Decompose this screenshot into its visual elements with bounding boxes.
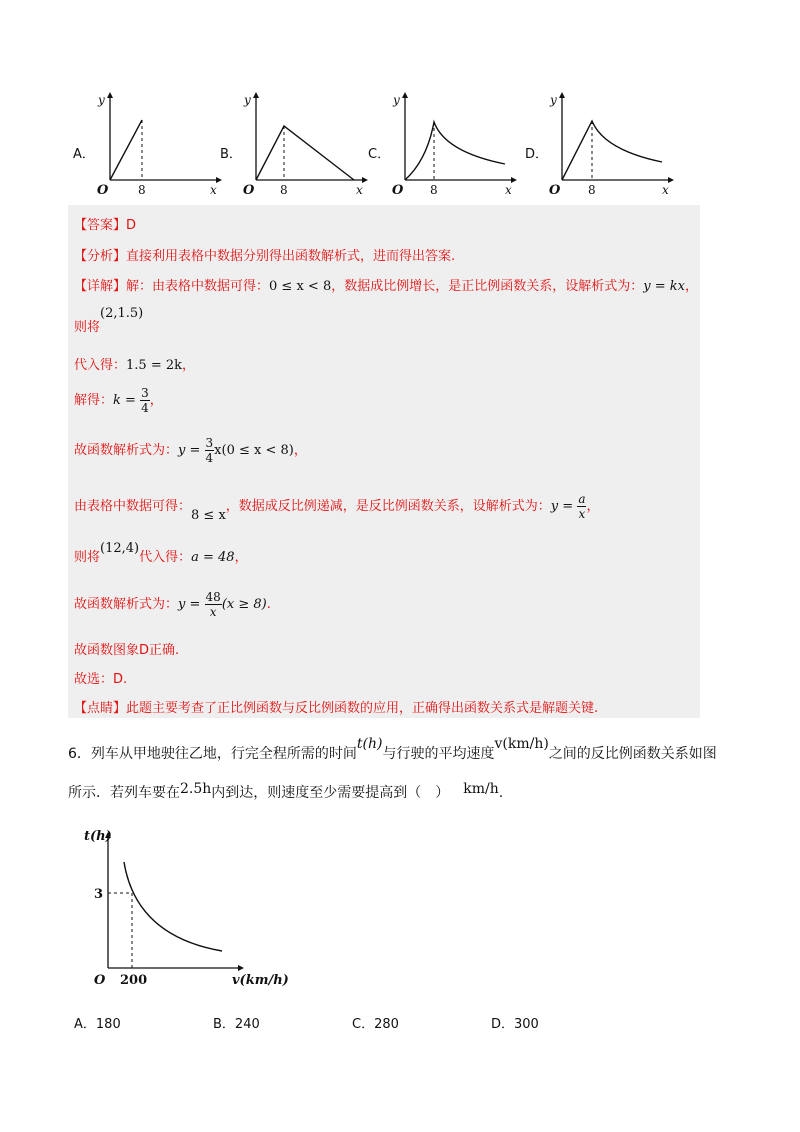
choice-d-label: D． — [491, 1017, 515, 1032]
eq1: 1.5 = 2k — [126, 358, 182, 373]
comment-tag: 【点睛】 — [74, 701, 127, 716]
point1: (2,1.5) — [100, 306, 144, 321]
q6-text1a: 6．列车从甲地驶往乙地，行完全程所需的时间 — [68, 746, 357, 762]
choice-a-label: A． — [74, 1017, 96, 1032]
option-b-y: y — [244, 93, 251, 107]
option-d-tick: 8 — [588, 183, 596, 195]
detail-cond1: 0 ≤ x < 8 — [269, 279, 332, 294]
detail-tail1: ， — [684, 279, 698, 294]
func1-lhs: y = — [178, 443, 201, 458]
detail-line — [74, 275, 698, 294]
then-line-2 — [74, 537, 248, 565]
func2-num: 48 — [205, 590, 221, 604]
func1-rest: x(0 ≤ x < 8) — [214, 443, 294, 458]
option-d-y: y — [550, 93, 557, 107]
option-c-x: x — [505, 183, 512, 195]
substitute-2: 代入得： — [139, 550, 192, 565]
k-lhs: k = — [113, 393, 136, 408]
option-c-y: y — [393, 93, 400, 107]
then-line-1 — [74, 302, 144, 335]
func2-period: . — [266, 597, 271, 612]
analysis-line — [74, 245, 455, 264]
option-a-label: A． — [73, 147, 95, 162]
then-put: 则将 — [74, 320, 101, 335]
answer-line — [74, 214, 136, 233]
comment-line — [74, 697, 598, 716]
conclude-text: 故函数图象D正确. — [74, 643, 180, 658]
q6-text2a: 所示．若列车要在 — [68, 785, 180, 801]
analysis-text: 直接利用表格中数据分别得出函数解析式，进而得出答案. — [126, 249, 456, 264]
substitute-comma: ， — [182, 358, 196, 373]
table2-text: ，数据成反比例递减，是反比例函数关系，设解析式为： — [225, 499, 551, 514]
comment-text: 此题主要考查了正比例函数与反比例函数的应用，正确得出函数关系式是解题关键. — [126, 701, 599, 716]
func2-den: x — [209, 605, 217, 619]
point2: (12,4) — [100, 541, 140, 556]
then-put-2: 则将 — [74, 550, 101, 565]
func1-den: 4 — [205, 451, 214, 465]
choice-a[interactable] — [74, 1013, 121, 1032]
q6-end: . — [498, 785, 504, 801]
func2-line — [74, 590, 271, 619]
func1-num: 3 — [205, 436, 214, 450]
option-a-tick: 8 — [138, 183, 146, 195]
option-d-graph — [542, 90, 677, 195]
option-d-x: x — [662, 183, 669, 195]
k-frac — [140, 386, 150, 415]
q6-line-1 — [68, 733, 717, 762]
choice-c-label: C． — [352, 1017, 375, 1032]
table2-intro: 由表格中数据可得： — [74, 499, 192, 514]
q6-graph-ytick: 3 — [94, 887, 104, 902]
option-a-y: y — [98, 93, 105, 107]
detail-text2: ，数据成比例增长，是正比例函数关系，设解析式为： — [331, 279, 644, 294]
option-d-origin: O — [549, 183, 561, 195]
choice-d-value: 300 — [514, 1017, 539, 1032]
analysis-tag: 【分析】 — [74, 249, 127, 264]
f2-comma: ， — [586, 499, 600, 514]
substitute-text: 代入得： — [74, 358, 127, 373]
func2-frac — [205, 590, 222, 619]
choose-text: 故选：D. — [74, 672, 128, 687]
func2-rest: (x ≥ 8) — [221, 597, 267, 612]
choose-line — [74, 668, 127, 687]
choice-d[interactable] — [491, 1013, 539, 1032]
answer-value: D — [126, 218, 137, 233]
q6-unit: km/h — [463, 781, 499, 797]
option-c-origin: O — [392, 183, 404, 195]
substitute-line — [74, 354, 195, 373]
option-d-label: D． — [525, 147, 549, 162]
detail-tag: 【详解】 — [74, 279, 127, 294]
q6-line-2 — [68, 778, 504, 801]
choice-b[interactable] — [213, 1013, 260, 1032]
detail-text1: 解：由表格中数据可得： — [126, 279, 270, 294]
func2-intro: 故函数解析式为： — [74, 597, 179, 612]
eq2: a = 48 — [191, 550, 235, 565]
choice-c[interactable] — [352, 1013, 399, 1032]
func1-frac — [205, 436, 215, 465]
f2-num: a — [578, 492, 586, 506]
func2-lhs: y = — [178, 597, 201, 612]
k-num: 3 — [141, 386, 149, 400]
option-c-label: C． — [368, 147, 391, 162]
q6-graph — [80, 818, 300, 993]
option-a-origin: O — [97, 183, 109, 195]
eq2-comma: ， — [234, 550, 248, 565]
detail-formula1: y = kx — [643, 279, 685, 294]
q6-time: 2.5h — [180, 781, 212, 797]
option-c-graph — [385, 90, 520, 195]
f2-den: x — [578, 507, 586, 521]
k-den: 4 — [141, 401, 149, 415]
choice-b-label: B． — [213, 1017, 235, 1032]
solve-line — [74, 386, 163, 415]
option-b-graph — [236, 90, 371, 195]
option-b-origin: O — [243, 183, 255, 195]
f2-lhs: y = — [550, 499, 574, 514]
choice-c-value: 280 — [374, 1017, 399, 1032]
conclude-line — [74, 639, 179, 658]
option-b-x: x — [356, 183, 363, 195]
func1-line — [74, 436, 307, 465]
option-a-graph — [90, 90, 225, 195]
q6-v-unit: v(km/h) — [494, 736, 549, 752]
option-b-tick: 8 — [280, 183, 288, 195]
q6-graph-origin: O — [94, 973, 106, 988]
q6-graph-xtick: 200 — [120, 973, 148, 988]
solve-comma: ， — [149, 393, 163, 408]
q6-text1c: 之间的反比例函数关系如图 — [548, 746, 717, 762]
choice-b-value: 240 — [234, 1017, 260, 1032]
q6-graph-xlabel: v(km/h) — [232, 973, 289, 988]
option-c-tick: 8 — [430, 183, 438, 195]
cond2: 8 ≤ x — [191, 508, 226, 523]
choice-a-value: 180 — [95, 1017, 121, 1032]
q6-text1b: 与行驶的平均速度 — [382, 746, 495, 762]
func1-comma: ， — [293, 443, 307, 458]
option-b-label: B． — [220, 147, 242, 162]
table2-line — [74, 492, 599, 521]
q6-t-unit: t(h) — [356, 736, 383, 752]
q6-text2b: 内到达，则速度至少需要提高到（ ） — [211, 785, 450, 801]
func1-intro: 故函数解析式为： — [74, 443, 179, 458]
solve-text: 解得： — [74, 393, 114, 408]
answer-tag: 【答案】 — [74, 218, 127, 233]
option-a-x: x — [210, 183, 217, 195]
q6-graph-ylabel: t(h) — [84, 829, 112, 844]
